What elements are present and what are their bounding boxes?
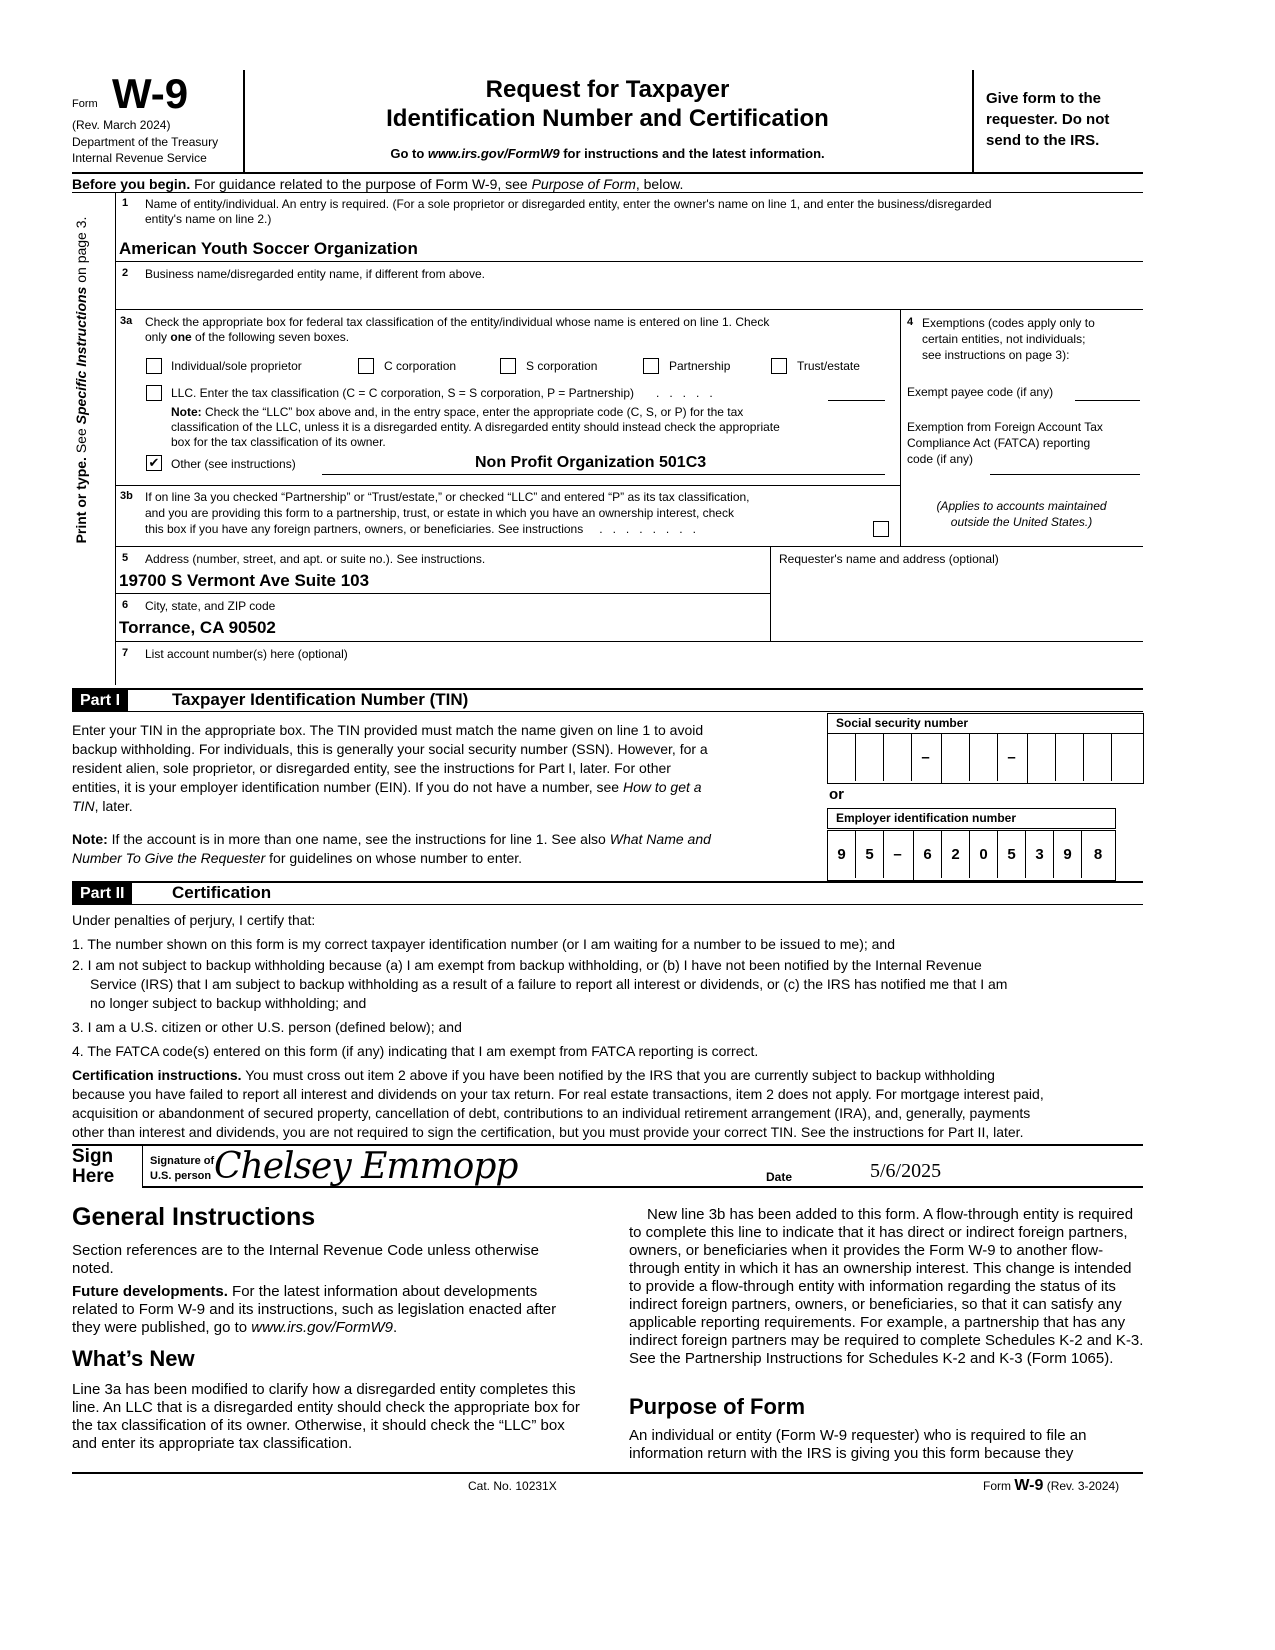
line5-label: Address (number, street, and apt. or suite no.). See instructions. — [145, 552, 486, 566]
goto-instructions — [243, 146, 972, 161]
ssn-digit[interactable] — [970, 734, 998, 781]
before-end: , below. — [635, 176, 684, 192]
form-word: Form — [72, 98, 98, 110]
footer-form-number: W-9 — [1014, 1477, 1044, 1494]
before-bold: Before you begin. — [72, 176, 191, 192]
signature-label-a: Signature of — [150, 1155, 215, 1167]
address-field[interactable]: 19700 S Vermont Ave Suite 103 — [119, 571, 370, 590]
side-instructions-label — [73, 170, 89, 590]
line1-label-a: Name of entity/individual. An entry is required. (For a sole proprietor or disregarded entity, enter the owner's name on line 1, and enter the business/disregarded — [145, 197, 992, 211]
part1-note-b — [72, 850, 522, 866]
ssn-digit[interactable] — [942, 734, 970, 781]
other-field-rule — [322, 474, 885, 475]
ssn-digit[interactable] — [856, 734, 884, 781]
header-divider-right — [972, 70, 974, 172]
ssn-dash: – — [1007, 749, 1016, 766]
header-rule — [72, 172, 1143, 174]
checkbox-individual[interactable] — [146, 358, 162, 374]
footer-revision: (Rev. 3-2024) — [1046, 1479, 1120, 1493]
department: Department of the Treasury — [72, 135, 219, 149]
exemptions-line-a: Exemptions (codes apply only to — [922, 316, 1095, 330]
line3a-label-a: Check the appropriate box for federal tax classification of the entity/individual whose name is entered on line 1. Check — [145, 315, 770, 329]
goto-prefix: Go to — [390, 146, 428, 161]
part1-how-to-get: How to get a — [622, 779, 702, 795]
line5-rule — [115, 593, 770, 594]
checkbox-foreign-partners[interactable] — [873, 521, 889, 537]
exempt-payee-label: Exempt payee code (if any) — [907, 385, 1054, 399]
line2-rule — [115, 309, 1143, 310]
account-numbers-field[interactable] — [116, 662, 1143, 684]
line2-number: 2 — [122, 267, 129, 279]
checkbox-other[interactable]: ✔ — [146, 455, 162, 471]
ein-digit[interactable]: 0 — [970, 831, 998, 878]
llc-note-a — [171, 405, 743, 419]
option-individual-label: Individual/sole proprietor — [171, 359, 302, 373]
date-field[interactable]: 5/6/2025 — [870, 1160, 942, 1182]
part1-note-text: If the account is in more than one name, see the instructions for line 1. See also — [107, 831, 610, 847]
part1-p3: resident alien, sole proprietor, or disregarded entity, see the instructions for Part I, later. For other — [72, 760, 671, 776]
part1-p2: backup withholding. For individuals, this is generally your social security number (SSN). However, for a — [72, 741, 708, 757]
line3b-text-c: this box if you have any foreign partners, owners, or beneficiaries. See instructions ........ — [145, 522, 706, 536]
line3b-number: 3b — [120, 490, 133, 502]
sign-word: Sign — [72, 1146, 114, 1167]
line6-rule — [115, 641, 1143, 642]
ssn-digit[interactable] — [1112, 734, 1142, 781]
line1-name-field[interactable]: American Youth Soccer Organization — [119, 239, 418, 258]
future-text: For the latest information about developments related to Form W-9 and its instructions, such as legislation enacted after they were published, go to — [72, 1283, 557, 1336]
line3a-number: 3a — [120, 315, 133, 327]
irs-agency: Internal Revenue Service — [72, 151, 207, 165]
ein-digit[interactable]: 2 — [942, 831, 970, 878]
form-revision: (Rev. March 2024) — [72, 118, 171, 132]
line3a-label-b — [145, 330, 349, 344]
line3a-following: of the following seven boxes. — [191, 330, 350, 344]
exemptions-line-b: certain entities, not individuals; — [922, 332, 1086, 346]
line7-label: List account number(s) here (optional) — [145, 647, 348, 661]
ssn-label: Social security number — [836, 716, 969, 730]
cert-item1: 1. The number shown on this form is my correct taxpayer identification number (or I am waiting for a number to be issued to me); and — [72, 936, 896, 952]
part1-p4 — [72, 779, 702, 795]
goto-url[interactable]: www.irs.gov/FormW9 — [427, 146, 560, 161]
sign-rule — [142, 1186, 1143, 1188]
option-other-label: Other (see instructions) — [171, 457, 296, 471]
part1-guidelines: for guidelines on whose number to enter. — [265, 850, 523, 866]
llc-note-b: classification of the LLC, unless it is a disregarded entity. A disregarded entity should instead check the appropriate — [171, 420, 780, 434]
cert-item2a: 2. I am not subject to backup withholding because (a) I am exempt from backup withholding, or (b) I have not been notified by the Internal Revenue — [72, 957, 982, 973]
ein-digit[interactable]: 9 — [828, 831, 856, 878]
give-form-line3: send to the IRS. — [986, 132, 1100, 149]
ein-label: Employer identification number — [836, 811, 1017, 825]
ein-digit[interactable]: 3 — [1026, 831, 1054, 878]
ssn-digit[interactable] — [1028, 734, 1056, 781]
ssn-digit[interactable] — [828, 734, 856, 781]
llc-note-c: box for the tax classification of its owner. — [171, 435, 386, 449]
goto-suffix: for instructions and the latest information. — [559, 146, 825, 161]
line1-number: 1 — [122, 197, 129, 209]
part1-rule — [72, 711, 1143, 712]
line3b-text-b: and you are providing this form to a partnership, trust, or estate in which you have an ownership interest, check — [145, 506, 734, 520]
cert-intro: Under penalties of perjury, I certify that: — [72, 912, 316, 928]
part2-title: Certification — [172, 883, 272, 902]
future-developments — [72, 1283, 572, 1337]
city-state-zip-field[interactable]: Torrance, CA 90502 — [119, 618, 276, 637]
part1-what-name: What Name and — [609, 831, 711, 847]
footer-form-word: Form — [983, 1479, 1011, 1493]
before-you-begin — [72, 176, 683, 192]
llc-note-a-text: Check the “LLC” box above and, in the entry space, enter the appropriate code (C, S, or P) for the tax — [201, 405, 744, 419]
give-form-line1: Give form to the — [986, 90, 1102, 107]
llc-label-text: LLC. Enter the tax classification (C = C corporation, S = S corporation, P = Partnership) — [171, 386, 635, 400]
give-form-line2: requester. Do not — [986, 111, 1110, 128]
ein-digit[interactable]: 5 — [998, 831, 1026, 878]
line1-label-b: entity's name on line 2.) — [145, 212, 272, 226]
line3b-text-c-main: this box if you have any foreign partners, owners, or beneficiaries. See instructions — [145, 522, 584, 536]
exempt-payee-field[interactable] — [1075, 400, 1140, 401]
line3b-rule — [115, 546, 1143, 547]
purpose-link: Purpose of Form — [531, 176, 636, 192]
future-url[interactable]: www.irs.gov/FormW9 — [251, 1319, 393, 1336]
llc-code-field[interactable] — [828, 400, 885, 401]
whats-new-title: What’s New — [72, 1346, 195, 1371]
ein-digit[interactable]: 6 — [914, 831, 942, 878]
option-llc-label: LLC. Enter the tax classification (C = C corporation, S = S corporation, P = Partnership) ..... — [171, 386, 723, 400]
ssn-label-box — [827, 713, 1144, 734]
fatca-code-field[interactable] — [990, 474, 1140, 475]
before-rule — [72, 192, 1143, 193]
cert-item4: 4. The FATCA code(s) entered on this form (if any) indicating that I am exempt from FATCA reporting is correct. — [72, 1043, 759, 1059]
checkbox-s-corporation[interactable] — [500, 358, 516, 374]
part1-label: Part I — [72, 690, 128, 711]
ein-label-box — [827, 808, 1116, 829]
sign-divider — [142, 1146, 143, 1188]
cert-instr-bold: Certification instructions. — [72, 1067, 242, 1083]
checkbox-trust-estate[interactable] — [771, 358, 787, 374]
form-title-line2: Identification Number and Certification — [386, 105, 829, 132]
requester-field[interactable] — [771, 568, 1143, 640]
ein-field[interactable] — [827, 830, 1116, 881]
line1-rule — [115, 261, 1143, 262]
cert-instr-b: because you have failed to report all interest and dividends on your tax return. For real estate transactions, item 2 does not apply. For mortgage interest paid, — [72, 1086, 1044, 1102]
line6-label: City, state, and ZIP code — [145, 599, 276, 613]
cert-instr-a-text: You must cross out item 2 above if you have been notified by the IRS that you are currently subject to backup withholding — [241, 1067, 995, 1083]
line3b-text-a: If on line 3a you checked “Partnership” or “Trust/estate,” or checked “LLC” and entered “P” as its tax classification, — [145, 490, 750, 504]
line5-number: 5 — [122, 552, 129, 564]
line4-number: 4 — [907, 316, 914, 328]
part1-note-bold: Note: — [72, 831, 108, 847]
cert-item2c: no longer subject to backup withholding; and — [90, 995, 367, 1011]
fatca-label-b: Compliance Act (FATCA) reporting — [907, 436, 1091, 450]
date-label: Date — [766, 1170, 793, 1184]
purpose-paragraph: An individual or entity (Form W-9 requester) who is required to file an information return with the IRS is giving you this form because they — [629, 1427, 1087, 1462]
signature-field[interactable]: Chelsey Emmopp — [214, 1146, 518, 1187]
line3a-only: only — [145, 330, 171, 344]
print-or-type: Print or type. — [73, 457, 89, 544]
cert-instr-d: other than interest and dividends, you are not required to sign the certification, but you must provide your correct TIN. See the instructions for Part II, later. — [72, 1124, 1024, 1140]
ein-digit[interactable]: 8 — [1093, 846, 1103, 863]
side-see: See — [73, 424, 89, 454]
part1-tin-italic: TIN — [72, 798, 95, 814]
fatca-label-a: Exemption from Foreign Account Tax — [907, 420, 1103, 434]
requester-label: Requester's name and address (optional) — [779, 552, 999, 566]
checkbox-llc[interactable] — [146, 385, 162, 401]
option-trust-label: Trust/estate — [797, 359, 860, 373]
other-classification-field[interactable]: Non Profit Organization 501C3 — [475, 454, 707, 471]
before-text: For guidance related to the purpose of Form W-9, see — [190, 176, 532, 192]
line7-number: 7 — [122, 647, 129, 659]
ssn-dash: – — [921, 749, 930, 766]
part2-rule — [72, 904, 1143, 905]
fatca-label-c: code (if any) — [907, 452, 974, 466]
future-end: . — [392, 1319, 398, 1336]
option-partnership-label: Partnership — [669, 359, 731, 373]
footer-rule — [72, 1472, 1143, 1474]
checkbox-partnership[interactable] — [643, 358, 659, 374]
part1-p4-text: entities, it is your employer identification number (EIN). If you do not have a number, see — [72, 779, 623, 795]
form-title-line1: Request for Taxpayer — [485, 76, 730, 103]
ssn-digit[interactable] — [1084, 734, 1112, 781]
ssn-digit[interactable] — [1056, 734, 1084, 781]
side-on-page: on page 3. — [73, 216, 89, 287]
part1-later: , later. — [94, 798, 133, 814]
future-bold: Future developments. — [72, 1283, 228, 1300]
ssn-field[interactable] — [827, 733, 1144, 784]
part2-label: Part II — [72, 883, 132, 904]
part1-title: Taxpayer Identification Number (TIN) — [172, 690, 469, 709]
cert-item3: 3. I am a U.S. citizen or other U.S. person (defined below); and — [72, 1019, 462, 1035]
cert-item2b: Service (IRS) that I am subject to backup withholding as a result of a failure to report all interest or dividends, or (c) the IRS has notified me that I am — [90, 976, 1008, 992]
general-instructions-title: General Instructions — [72, 1203, 316, 1231]
here-word: Here — [72, 1166, 115, 1187]
option-c-corp-label: C corporation — [384, 359, 457, 373]
purpose-of-form-title: Purpose of Form — [629, 1394, 806, 1419]
cert-instr-c: acquisition or abandonment of secured property, cancellation of debt, contributions to an individual retirement arrangement (IRA), and, generally, payments — [72, 1105, 1031, 1121]
line3a-one: one — [170, 330, 192, 344]
whats-new-paragraph: Line 3a has been modified to clarify how a disregarded entity completes this line. An LLC that is a disregarded entity should check the appropriate box for the tax classification of its owner. Otherwise, it should check the “LLC” box and enter its appropriate tax classification. — [72, 1381, 580, 1452]
checkbox-c-corporation[interactable] — [358, 358, 374, 374]
applies-line-b: outside the United States.) — [950, 515, 1093, 529]
line3a-rule — [115, 485, 900, 486]
line2-label: Business name/disregarded entity name, if different from above. — [145, 267, 485, 281]
ein-digit[interactable]: 9 — [1054, 831, 1082, 878]
exemptions-line-c: see instructions on page 3): — [922, 348, 1070, 362]
option-s-corp-label: S corporation — [526, 359, 598, 373]
part1-p1: Enter your TIN in the appropriate box. The TIN provided must match the name given on line 1 to avoid — [72, 722, 704, 738]
applies-line-a: (Applies to accounts maintained — [936, 499, 1107, 513]
part1-number-to-give: Number To Give the Requester — [72, 850, 266, 866]
part1-note-a — [72, 831, 711, 847]
form-number: W-9 — [112, 70, 189, 117]
general-p1: Section references are to the Internal Revenue Code unless otherwise noted. — [72, 1242, 539, 1277]
side-specific: Specific Instructions — [73, 286, 89, 425]
ssn-digit[interactable] — [884, 734, 912, 781]
llc-note-bold: Note: — [171, 405, 202, 419]
catalog-number: Cat. No. 10231X — [468, 1479, 557, 1493]
or-label: or — [829, 786, 844, 803]
part1-p5 — [72, 798, 133, 814]
cert-instr-a — [72, 1067, 995, 1083]
signature-label-b: U.S. person — [150, 1170, 212, 1182]
footer-form-id — [983, 1477, 1119, 1495]
ein-digit[interactable]: 5 — [856, 831, 884, 878]
line6-number: 6 — [122, 599, 129, 611]
side-label-rule — [115, 192, 116, 685]
new-line-3b-paragraph: New line 3b has been added to this form. A flow-through entity is required to complete this line to indicate that it has direct or indirect foreign partners, owners, or beneficiaries when it provides the Form W-9 to another flow-through entity in which it has an ownership interest. This change is intended to provide a flow-through entity with information regarding the status of its indirect foreign partners, owners, or beneficiaries, so that it can satisfy any applicable reporting requirements. For example, a partnership that has any indirect foreign partners may be required to complete Schedules K-2 and K-3. See the Partnership Instructions for Schedules K-2 and K-3 (Form 1065). — [629, 1206, 1144, 1367]
ein-dash: – — [893, 846, 902, 863]
